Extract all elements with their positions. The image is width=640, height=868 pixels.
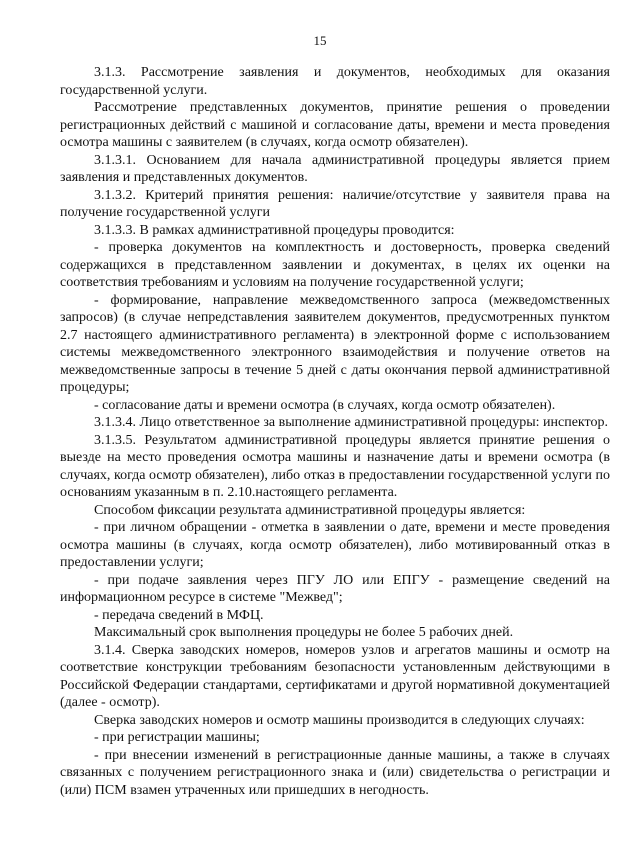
list-item-document-check: - проверка документов на комплектность и достоверность, проверка сведений содержащихся в представленном заявлении и документах, в целях их оценки на соответствия требованиям и условиям на получение государственной услуги; <box>60 240 610 290</box>
paragraph-3-1-3-2: 3.1.3.2. Критерий принятия решения: наличие/отсутствие у заявителя права на получение государственной услуги <box>60 187 610 220</box>
list-item-mfc-transfer: - передача сведений в МФЦ. <box>94 607 264 623</box>
paragraph-fixation-method: Способом фиксации результата административной процедуры является: <box>94 502 526 518</box>
paragraph-review-description: Рассмотрение представленных документов, принятие решения о проведении регистрационных действий с машиной и согласование даты, времени и места проведения осмотра машины с заявителем (в случаях, когда осмотр обязателен). <box>60 100 610 150</box>
list-item-interagency-request: - формирование, направление межведомственного запроса (межведомственных запросов) (в случае непредставления заявителем документов, предусмотренных пунктом 2.7 настоящего административного регламента) в электронной форме с использованием системы межведомственного электронного взаимодействия и получение ответов на межведомственные запросы в течение 5 дней с даты окончания первой административной процедуры; <box>60 292 610 395</box>
paragraph-3-1-3: 3.1.3. Рассмотрение заявления и документов, необходимых для оказания государственной услуги. <box>60 65 610 98</box>
paragraph-3-1-3-4: 3.1.3.4. Лицо ответственное за выполнение административной процедуры: инспектор. <box>94 415 608 430</box>
list-item-personal-visit: - при личном обращении - отметка в заявлении о дате, времени и месте проведения осмотра машины (в случаях, когда осмотр обязателен), либо мотивированный отказ в предоставлении услуги; <box>60 520 610 570</box>
list-item-registration: - при регистрации машины; <box>94 730 260 745</box>
list-item-online-application: - при подаче заявления через ПГУ ЛО или ЕПГУ - размещение сведений на информационном ресурсе в системе "Межвед"; <box>60 572 610 605</box>
paragraph-inspection-cases: Сверка заводских номеров и осмотр машины производится в следующих случаях: <box>94 712 585 728</box>
paragraph-3-1-4: 3.1.4. Сверка заводских номеров, номеров узлов и агрегатов машины и осмотр на соответствие конструкции требованиям безопасности установленным действующими в Российской Федерации стандартами, сертификатами и другой нормативной документацией (далее - осмотр). <box>60 642 610 710</box>
paragraph-3-1-3-3: 3.1.3.3. В рамках административной процедуры проводится: <box>94 222 455 238</box>
paragraph-max-duration: Максимальный срок выполнения процедуры не более 5 рабочих дней. <box>94 625 514 640</box>
paragraph-3-1-3-5: 3.1.3.5. Результатом административной процедуры является принятие решения о выезде на место проведения осмотра машины и назначение даты и времени осмотра (в случаях, когда осмотр обязателен), либо отказ в предоставлении государственной услуги по основаниям указанным в п. 2.10.настоящего регламента. <box>60 432 610 500</box>
list-item-inspection-date: - согласование даты и времени осмотра (в случаях, когда осмотр обязателен). <box>94 397 556 413</box>
page-number: 15 <box>313 33 327 48</box>
paragraph-3-1-3-1: 3.1.3.1. Основанием для начала административной процедуры является прием заявления и представленных документов. <box>60 152 610 185</box>
list-item-registration-changes: - при внесении изменений в регистрационные данные машины, а также в случаях связанных с получением регистрационного знака и (или) свидетельства о регистрации и (или) ПСМ взамен утраченных или пришедших в негодность. <box>60 747 610 798</box>
document-body <box>60 64 610 799</box>
